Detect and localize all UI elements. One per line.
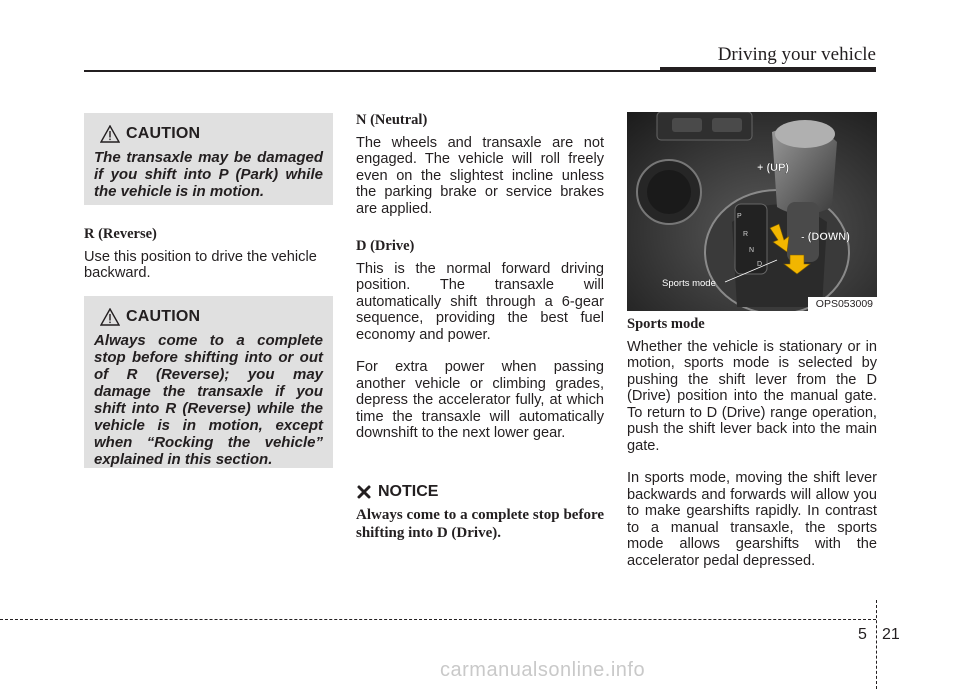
watermark: carmanualsonline.info — [440, 659, 646, 681]
up-label: + (UP) — [757, 162, 790, 174]
notice-header — [356, 483, 438, 501]
gate-letter: P — [737, 213, 742, 220]
reverse-text: Use this position to drive the vehicle backward. — [84, 248, 317, 281]
gate-letter: D — [757, 261, 763, 268]
warning-triangle-icon — [100, 125, 120, 143]
drive-text-1: This is the normal forward driving position. The transaxle will automatically shift through a 6-gear sequence, providing the best fuel economy and power. — [356, 260, 604, 343]
chapter-number: 5 — [858, 626, 867, 643]
neutral-text: The wheels and transaxle are not engaged. The vehicle will roll freely even on the slightest incline unless the parking brake or service brakes are applied. — [356, 134, 604, 217]
down-label: - (DOWN) — [801, 231, 850, 243]
gate-letter: N — [749, 247, 755, 254]
footer-page-divider — [876, 600, 877, 689]
footer-divider — [0, 619, 876, 620]
neutral-heading: N (Neutral) — [356, 112, 428, 128]
reverse-section — [84, 226, 333, 282]
shift-lever-illustration — [627, 112, 877, 311]
gate-letter: R — [743, 231, 749, 238]
reverse-heading: R (Reverse) — [84, 226, 157, 242]
shift-lever-photo — [627, 112, 877, 311]
sports-mode-section — [627, 316, 877, 569]
caution-header — [100, 306, 323, 328]
page-number: 21 — [882, 626, 900, 643]
notice-cross-icon — [356, 484, 372, 500]
section-title: Driving your vehicle — [717, 44, 876, 65]
notice-label: NOTICE — [378, 483, 439, 500]
sports-mode-text-1: Whether the vehicle is stationary or in motion, sports mode is selected by pushing the shift lever from the D (Drive) position into the manual gate. To return to D (Drive) range operation, push the shift lever back into the main gate. — [627, 338, 877, 454]
sports-mode-label: Sports mode — [662, 278, 716, 289]
warning-triangle-icon — [100, 308, 120, 326]
figure-caption: OPS053009 — [808, 297, 877, 311]
drive-heading: D (Drive) — [356, 238, 415, 254]
caution-header — [100, 123, 323, 145]
caution-text: The transaxle may be damaged if you shift into P (Park) while the vehicle is in motion. — [94, 149, 323, 200]
caution-box-reverse — [84, 296, 333, 468]
sports-mode-text-2: In sports mode, moving the shift lever backwards and forwards will allow you to make gearshifts rapidly. In contrast to a manual transaxle, the sports mode allows gearshifts with the accelerator pedal depressed. — [627, 470, 877, 569]
drive-text-2: For extra power when passing another vehicle or climbing grades, depress the accelerator fully, at which time the transaxle will automatically downshift to the next lower gear. — [356, 359, 604, 441]
neutral-section — [356, 112, 604, 217]
drive-section — [356, 238, 604, 442]
header-accent-bar — [660, 67, 876, 72]
caution-box-park — [84, 113, 333, 205]
notice-text: Always come to a complete stop before shifting into D (Drive). — [356, 507, 604, 541]
caution-text: Always come to a complete stop before shifting into or out of R (Reverse); you may damage the transaxle if you shift into R (Reverse) while the vehicle is in motion, except when “Rocking the vehicle” explained in this section. — [94, 332, 323, 468]
sports-mode-heading: Sports mode — [627, 316, 705, 332]
caution-label: CAUTION — [126, 308, 201, 325]
caution-label: CAUTION — [126, 125, 201, 142]
